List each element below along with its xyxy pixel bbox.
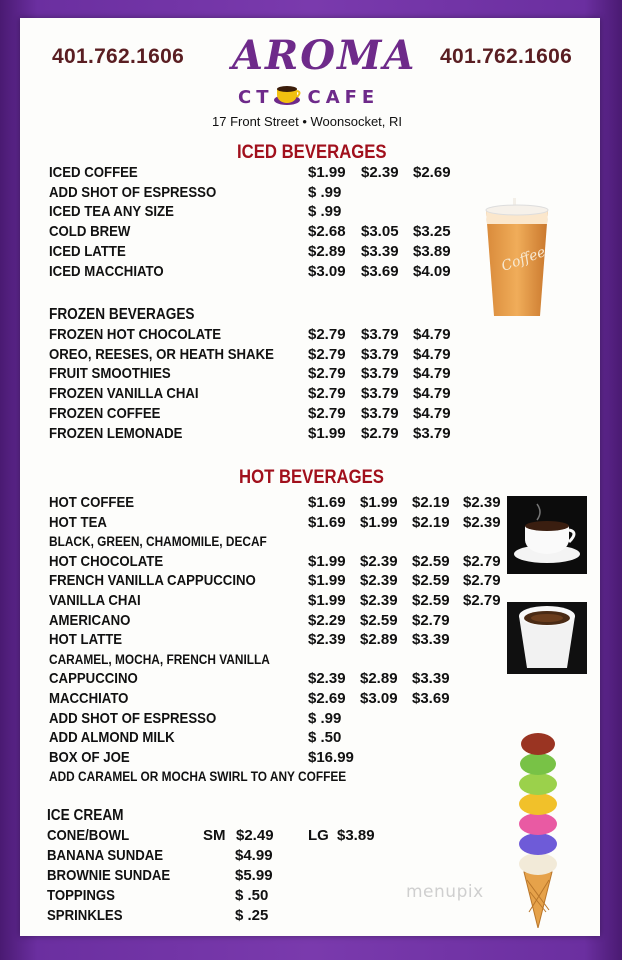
menu-item-price: $3.79 [361, 385, 399, 403]
menu-item-price: $1.99 [308, 592, 346, 609]
menu-item-price: $1.99 [360, 494, 398, 511]
menu-item-price: $1.69 [308, 513, 346, 531]
iced-section-title: ICED BEVERAGES [237, 142, 387, 163]
ice-cream-lg-label: LG [308, 827, 329, 844]
hot-section-title: HOT BEVERAGES [239, 467, 384, 488]
menu-item-price: $2.79 [308, 404, 346, 422]
menu-item-price: $4.79 [413, 404, 451, 422]
menu-item-name: CARAMEL, MOCHA, FRENCH VANILLA [49, 651, 270, 667]
menu-item-name: COLD BREW [49, 223, 131, 241]
menu-item-price: $4.79 [413, 326, 451, 343]
menu-item-price: $3.89 [413, 242, 451, 260]
menu-item-price: $2.39 [361, 164, 399, 181]
menu-item-name: ADD SHOT OF ESPRESSO [49, 709, 217, 727]
menu-item-price: $ .50 [308, 729, 342, 747]
menu-item-price: $2.89 [360, 670, 398, 688]
menu-item-price: $2.79 [308, 326, 346, 343]
menu-item-name: FRENCH VANILLA CAPPUCCINO [49, 572, 256, 590]
menu-item-price: $2.79 [412, 611, 450, 629]
menu-item-price: $16.99 [308, 748, 354, 766]
menu-item-name: ADD SHOT OF ESPRESSO [49, 183, 217, 201]
hot-coffee-cup-image [507, 496, 587, 574]
menu-item-name: MACCHIATO [49, 690, 129, 707]
menu-item-price: $ .99 [308, 709, 342, 727]
menu-item-name: ICED TEA ANY SIZE [49, 203, 174, 221]
menu-item-price: $2.39 [360, 592, 398, 609]
menu-item-price: $2.39 [360, 572, 398, 590]
menu-item-price: $4.09 [413, 262, 451, 280]
menu-item-name: OREO, REESES, OR HEATH SHAKE [49, 345, 274, 363]
logo-cafe: CAFE [307, 87, 380, 108]
ice-cream-section-title: ICE CREAM [47, 807, 124, 824]
ice-cream-item-name: BANANA SUNDAE [47, 847, 164, 864]
ice-cream-item-name: BROWNIE SUNDAE [47, 867, 171, 884]
logo-ct-cafe [238, 84, 379, 111]
menu-item-price: $4.79 [413, 365, 451, 383]
menu-item-price: $ .99 [308, 183, 342, 201]
menu-item-name: BOX OF JOE [49, 748, 130, 766]
menu-item-name: ADD ALMOND MILK [49, 729, 175, 747]
menu-item-price: $3.09 [308, 262, 346, 280]
menu-item-price: $2.79 [308, 365, 346, 383]
ice-cream-sm-price: $2.49 [236, 827, 274, 844]
menu-item-price: $1.99 [360, 513, 398, 531]
menu-item-price: $2.89 [308, 242, 346, 260]
menu-item-price: $3.79 [413, 424, 451, 442]
menu-item-price: $2.69 [413, 164, 451, 181]
ice-cream-item-price: $ .25 [235, 907, 269, 924]
menu-item-price: $3.39 [361, 242, 399, 260]
menu-item-name: ICED COFFEE [49, 164, 138, 181]
menu-item-name: ICED MACCHIATO [49, 262, 164, 280]
menu-item-price: $2.59 [412, 552, 450, 570]
address: 17 Front Street • Woonsocket, RI [212, 114, 403, 129]
menu-item-name: ADD CARAMEL OR MOCHA SWIRL TO ANY COFFEE [49, 769, 347, 785]
phone-right: 401.762.1606 [440, 45, 573, 68]
menu-item-name: CAPPUCCINO [49, 670, 138, 688]
menu-item-price: $3.79 [361, 326, 399, 343]
iced-coffee-image [482, 198, 552, 323]
americano-cup-image [507, 602, 587, 674]
menu-item-price: $2.59 [360, 611, 398, 629]
ice-cream-item-name: TOPPINGS [47, 887, 115, 904]
ice-cream-cone-image [516, 732, 560, 933]
menu-item-price: $2.19 [412, 494, 450, 511]
menu-item-price: $2.19 [412, 513, 450, 531]
menu-item-name: FROZEN VANILLA CHAI [49, 385, 199, 403]
menu-item-price: $3.25 [413, 223, 451, 241]
phone-left: 401.762.1606 [52, 45, 185, 68]
ice-cream-lg-price: $3.89 [337, 827, 375, 844]
ice-cream-item-price: $4.99 [235, 847, 273, 864]
menu-item-price: $1.99 [308, 424, 346, 442]
ice-cream-item-price: $ .50 [235, 887, 269, 904]
menu-card [20, 18, 600, 936]
menu-item-price: $4.79 [413, 385, 451, 403]
menu-item-price: $1.99 [308, 572, 346, 590]
menu-item-name: FROZEN HOT CHOCOLATE [49, 326, 222, 343]
menu-item-price: $2.89 [360, 631, 398, 649]
menu-item-price: $2.39 [463, 513, 501, 531]
menu-item-price: $2.79 [463, 572, 501, 590]
menu-item-price: $4.79 [413, 345, 451, 363]
menu-item-name: FRUIT SMOOTHIES [49, 365, 171, 383]
menu-item-price: $3.79 [361, 365, 399, 383]
menu-item-price: $2.59 [412, 572, 450, 590]
menu-item-name: FROZEN COFFEE [49, 404, 161, 422]
menu-item-name: FROZEN LEMONADE [49, 424, 183, 442]
menu-item-price: $2.79 [463, 592, 501, 609]
menu-item-price: $2.59 [412, 592, 450, 609]
menu-item-name: VANILLA CHAI [49, 592, 141, 609]
menu-item-price: $2.39 [308, 670, 346, 688]
ice-cream-item-name: SPRINKLES [47, 907, 123, 924]
watermark: menupix [406, 882, 484, 902]
menu-item-price: $3.69 [361, 262, 399, 280]
menu-item-price: $2.79 [308, 345, 346, 363]
coffee-cup-icon [274, 84, 302, 111]
menu-item-price: $2.79 [308, 385, 346, 403]
menu-item-price: $2.69 [308, 690, 346, 707]
menu-item-name: BLACK, GREEN, CHAMOMILE, DECAF [49, 534, 267, 550]
menu-item-price: $1.69 [308, 494, 346, 511]
menu-item-name: HOT TEA [49, 513, 107, 531]
menu-item-name: AMERICANO [49, 611, 131, 629]
menu-item-price: $2.68 [308, 223, 346, 241]
menu-item-price: $3.39 [412, 631, 450, 649]
menu-item-price: $3.39 [412, 670, 450, 688]
menu-item-name: ICED LATTE [49, 242, 126, 260]
menu-item-price: $3.09 [360, 690, 398, 707]
iced-cup-text: Coffee [499, 244, 548, 275]
menu-item-price: $2.39 [463, 494, 501, 511]
menu-item-price: $1.99 [308, 552, 346, 570]
logo-ct: CT [238, 87, 274, 108]
menu-item-price: $2.79 [361, 424, 399, 442]
menu-item-price: $2.39 [308, 631, 346, 649]
ice-cream-cone-name: CONE/BOWL [47, 827, 130, 844]
menu-item-price: $3.79 [361, 345, 399, 363]
menu-item-price: $2.29 [308, 611, 346, 629]
menu-item-price: $ .99 [308, 203, 342, 221]
menu-item-price: $1.99 [308, 164, 346, 181]
logo-aroma: AROMA [232, 32, 417, 79]
menu-item-price: $2.39 [360, 552, 398, 570]
menu-item-name: HOT LATTE [49, 631, 123, 649]
menu-item-price: $2.79 [463, 552, 501, 570]
menu-item-price: $3.69 [412, 690, 450, 707]
frozen-section-title: FROZEN BEVERAGES [49, 306, 195, 323]
menu-item-name: HOT CHOCOLATE [49, 552, 164, 570]
menu-item-price: $3.05 [361, 223, 399, 241]
menu-item-price: $3.79 [361, 404, 399, 422]
menu-item-name: HOT COFFEE [49, 494, 135, 511]
ice-cream-sm-label: SM [203, 827, 226, 844]
ice-cream-item-price: $5.99 [235, 867, 273, 884]
